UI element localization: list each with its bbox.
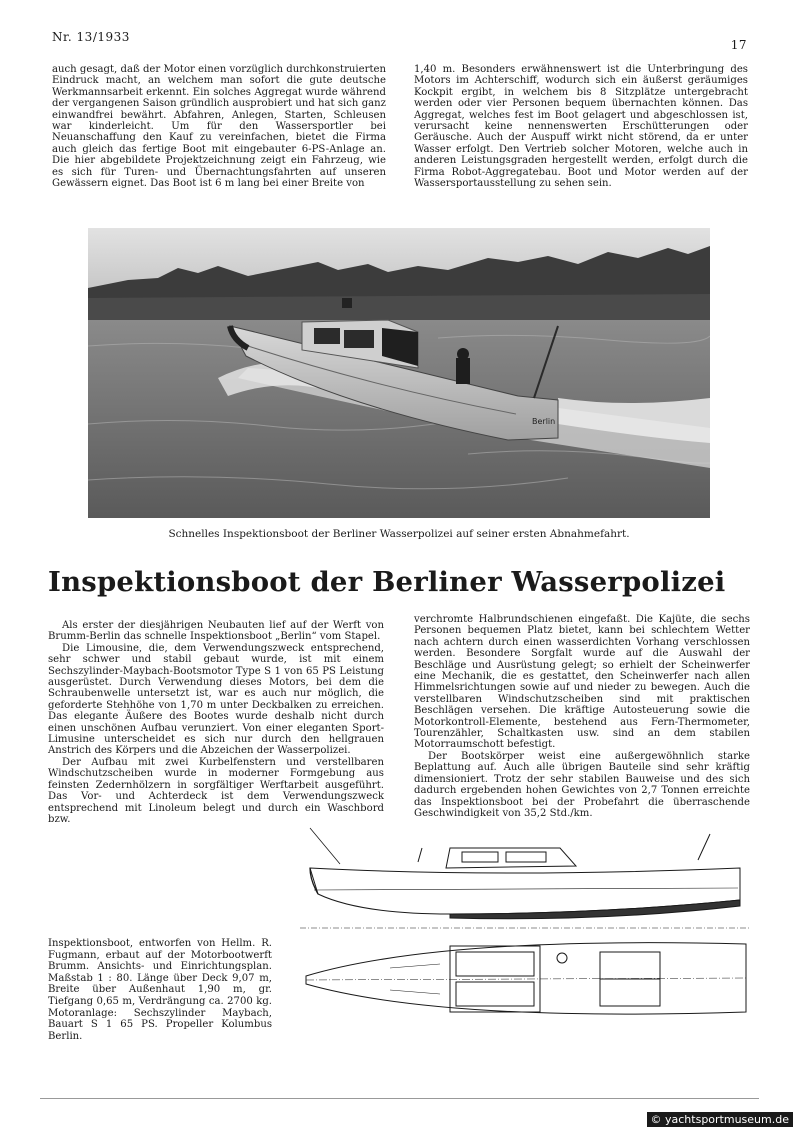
- photo-caption: Schnelles Inspektionsboot der Berliner Wasserpolizei auf seiner ersten Abnahmefahrt.: [168, 528, 630, 540]
- issue-number: Nr. 13/1933: [52, 30, 130, 44]
- paragraph: Der Bootskörper weist eine außergewöhnlich starke Beplattung auf. Auch alle übrigen Bauteile sind sehr kräftig dimensioniert. Trotz der sehr stabilen Bauweise und des sich dadurch ergebenden hohen Gewichtes von 2,7 Tonnen erreichte das Inspektionsboot bei der Probefahrt die überraschende Geschwindigkeit von 35,2 Std./km.: [414, 750, 750, 819]
- boat-plan-drawings: [300, 818, 750, 1028]
- article-right-column: [414, 614, 750, 819]
- plan-caption: Inspektionsboot, entworfen von Hellm. R. Fugmann, erbaut auf der Motorbootwerft Brumm. Ansichts- und Einrichtungsplan. Maßstab 1 : 80. Länge über Deck 9,07 m, Breite über Außenhaut 1,90 m, gr. Tiefgang 0,65 m, Verdrängung ca. 2700 kg. Motoranlage: Sechszylinder Maybach, Bauart S 1 65 PS. Propeller Kolumbus Berlin.: [48, 938, 272, 1042]
- article-headline: Inspektionsboot der Berliner Wasserpolizei: [48, 566, 726, 598]
- paragraph: auch gesagt, daß der Motor einen vorzüglich durchkonstruierten Eindruck macht, an welchem man sofort die gute deutsche Werkmannsarbeit erkennt. Ein solches Aggregat wurde während der vergangenen Saison gründlich ausprobiert und hat sich ganz einwandfrei bewährt. Abfahren, Anlegen, Starten, Schleusen war kinderleicht. Um für den Wassersportler bei Neuanschaffung den Kauf zu vereinfachen, bietet die Firma auch gleich das fertige Boot mit eingebauter 6-PS-Anlage an. Die hier abgebildete Projektzeichnung zeigt ein Fahrzeug, wie es sich für Turen- und Übernachtungsfahrten auf unseren Gewässern eignet. Das Boot ist 6 m lang bei einer Breite von: [52, 64, 386, 190]
- paragraph: 1,40 m. Besonders erwähnenswert ist die Unterbringung des Motors im Achterschiff, wodurch sich ein äußerst geräumiges Kockpit ergibt, in welchem bis 8 Sitzplätze untergebracht werden oder vier Personen bequem übernachten können. Das Aggregat, welches fest im Boot gelagert und abgeschlossen ist, verursacht keine nennenswerten Erschütterungen oder Geräusche. Auch der Auspuff wirkt nicht störend, da er unter Wasser erfolgt. Den Vertrieb solcher Motoren, welche auch in anderen Leistungsgraden hergestellt werden, erfolgt durch die Firma Robot-Aggregatebau. Boot und Motor werden auf der Wassersportausstellung zu sehen sein.: [414, 64, 748, 190]
- stern-label: Berlin: [532, 417, 556, 426]
- top-article-left-column: [52, 64, 386, 189]
- side-elevation: [300, 828, 750, 928]
- footer-rule: [40, 1098, 759, 1099]
- boat-photo: [88, 228, 710, 518]
- article-left-column: [48, 620, 384, 825]
- top-article-right-column: [414, 64, 748, 189]
- paragraph: Die Limousine, die, dem Verwendungszweck entsprechend, sehr schwer und stabil gebaut wurde, ist mit einem Sechszylinder-Maybach-Bootsmotor Type S 1 von 65 PS Leistung ausgerüstet. Durch Verwendung dieses Motors, bei dem die Schraubenwelle untersetzt ist, war es auch nur möglich, die geforderte Stehhöhe von 1,70 m unter Deckbalken zu erreichen. Das elegante Äußere des Bootes wurde deshalb nicht durch einen unschönen Aufbau verunziert. Von einer eleganten Sport-Limusine unterscheidet es sich nur durch den hellgrauen Anstrich des Körpers und die Abzeichen der Wasserpolizei.: [48, 642, 384, 757]
- paragraph: Als erster der diesjährigen Neubauten lief auf der Werft von Brumm-Berlin das schnelle Inspektionsboot „Berlin“ vom Stapel.: [48, 620, 384, 643]
- paragraph: verchromte Halbrundschienen eingefaßt. Die Kajüte, die sechs Personen bequemen Platz bietet, kann bei schlechtem Wetter nach achtern durch einen wasserdichten Vorhang verschlossen werden. Besondere Sorgfalt wurde auf die Auswahl der Beschläge und Ausrüstung gelegt; so erhielt der Scheinwerfer eine Mechanik, die es gestattet, den Scheinwerfer nach allen Himmelsrichtungen sowie auf und nieder zu bewegen. Auch die verstellbaren Windschutzscheiben sind mit praktischen Beschlägen versehen. Die kräftige Autosteuerung sowie die Motorkontroll-Elemente, bestehend aus Fern-Thermometer, Tourenzähler, Schaltkasten usw. sind an dem stabilen Motorraumschott befestigt.: [414, 614, 750, 751]
- page-number: 17: [730, 38, 747, 52]
- deck-plan: [306, 943, 746, 1014]
- watermark: © yachtsportmuseum.de: [647, 1112, 793, 1127]
- paragraph: Der Aufbau mit zwei Kurbelfenstern und verstellbaren Windschutzscheiben wurde in moderner Formgebung aus feinsten Zedernhölzern in sorgfältiger Werftarbeit ausgeführt. Das Vor- und Achterdeck ist dem Verwendungszweck entsprechend mit Linoleum belegt und durch ein Waschbord bzw.: [48, 756, 384, 825]
